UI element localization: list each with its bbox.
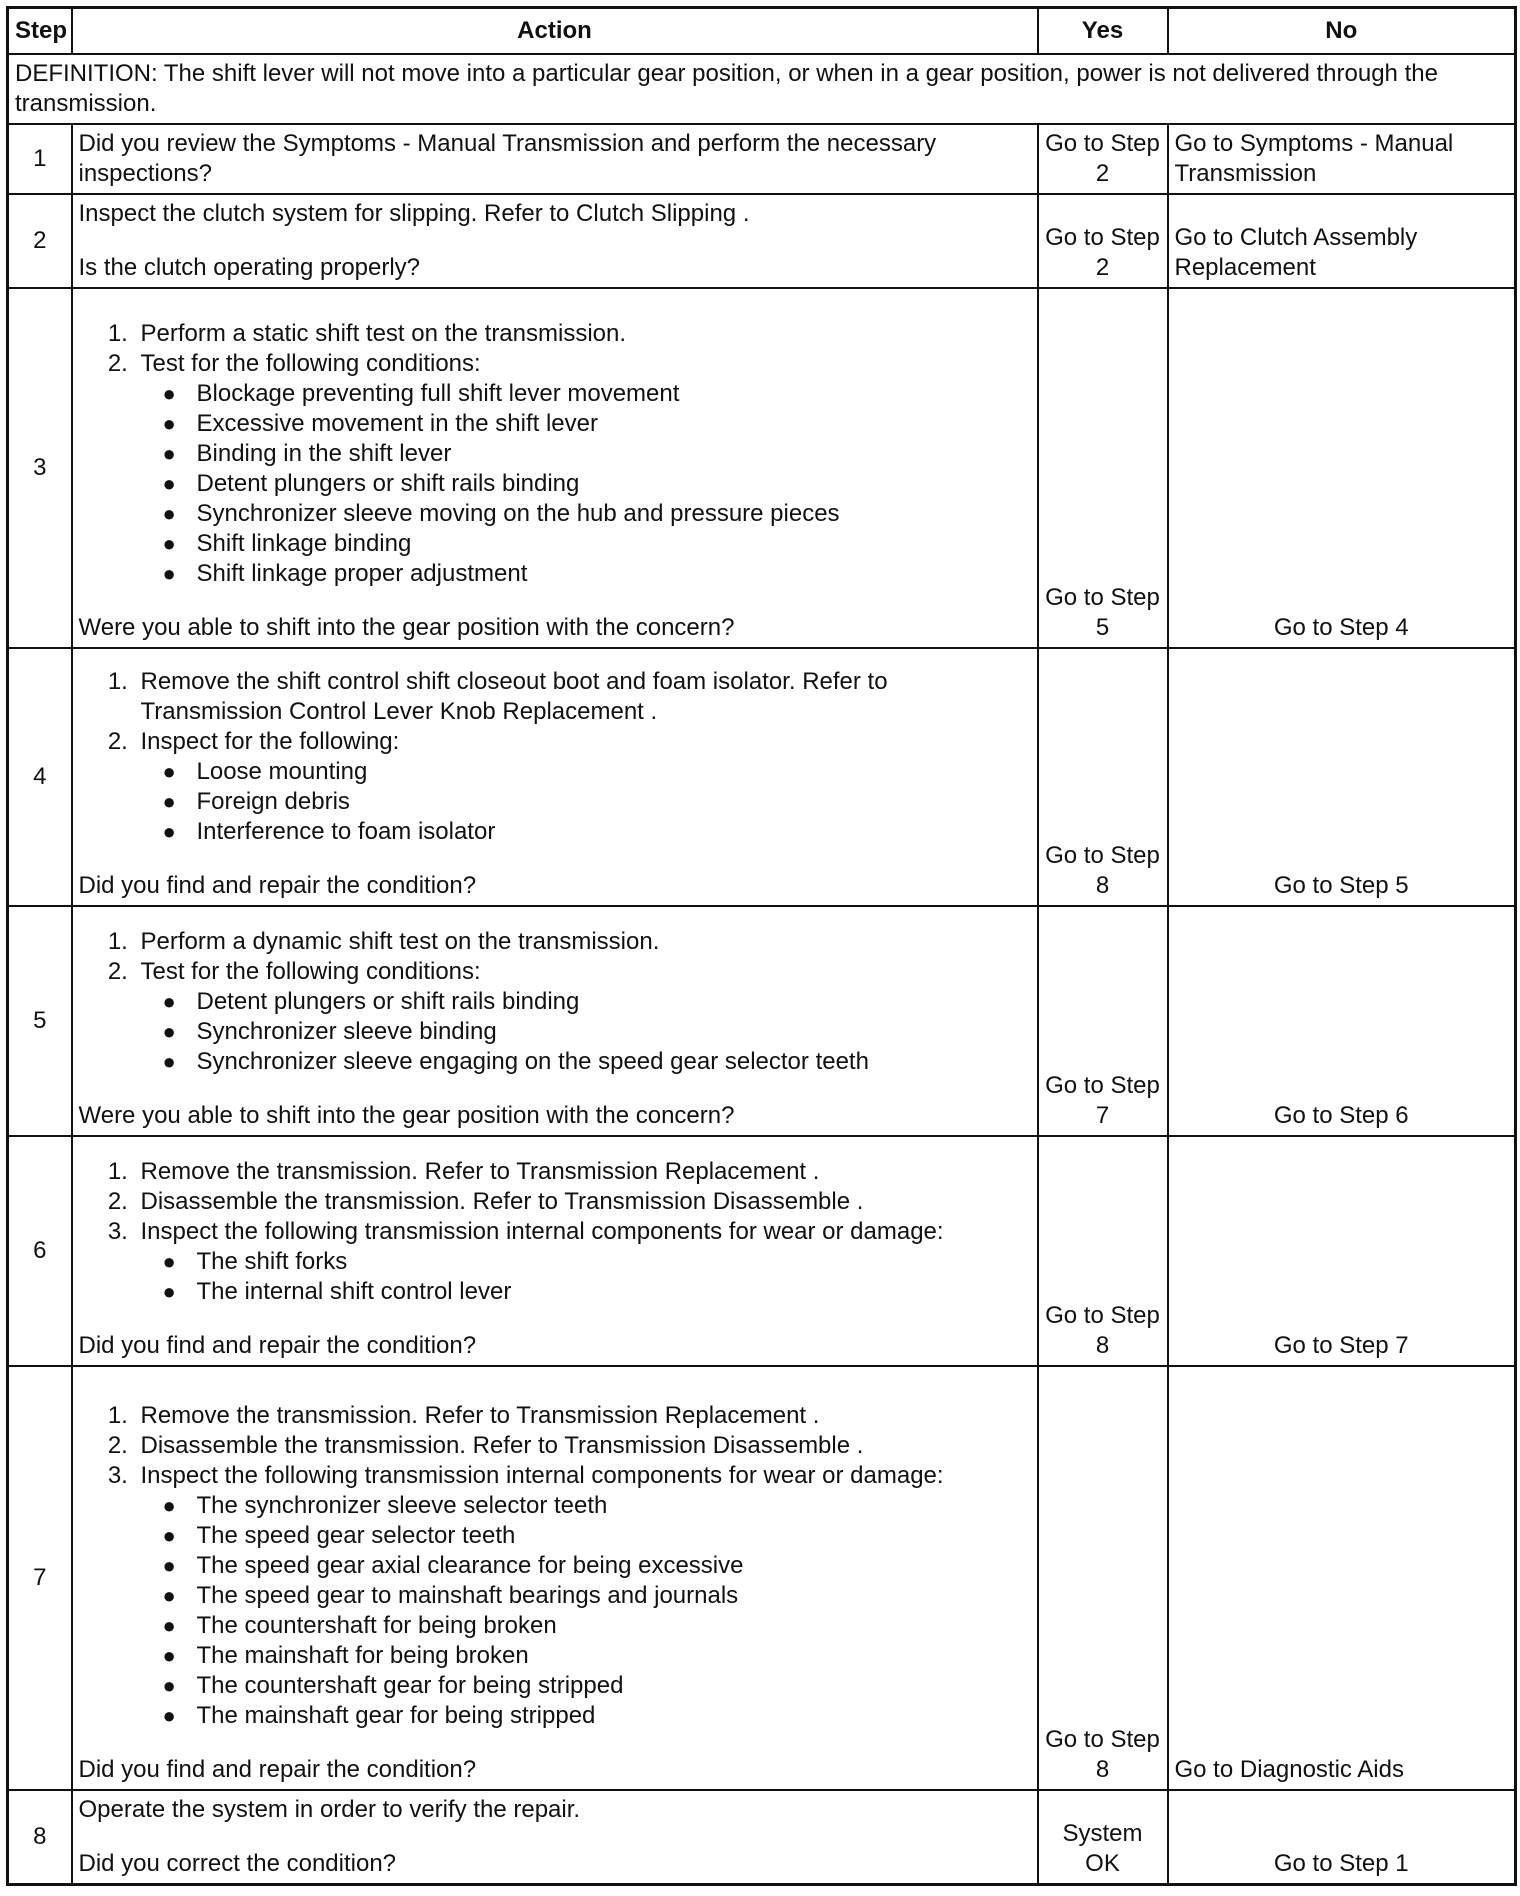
- bullet-list: [141, 987, 1031, 1077]
- action-text: Operate the system in order to verify the repair.: [78, 1796, 581, 1823]
- action-cell: [72, 194, 1038, 288]
- step-number: 5: [8, 906, 72, 1136]
- step-number: 7: [8, 1366, 72, 1790]
- step-number: 2: [8, 194, 72, 288]
- no-cell: Go to Diagnostic Aids: [1168, 1366, 1516, 1790]
- table-row: [8, 194, 1516, 288]
- header-step: Step: [8, 8, 72, 55]
- action-text: Inspect the clutch system for slipping. Refer to Clutch Slipping .: [78, 200, 750, 227]
- no-cell: Go to Step 4: [1168, 288, 1516, 648]
- action-cell: [72, 1366, 1038, 1790]
- bullet-item: ● The mainshaft for being broken: [191, 1641, 1031, 1671]
- yes-cell: Go to Step 5: [1038, 288, 1168, 648]
- step-number: 8: [8, 1790, 72, 1885]
- step-number: 4: [8, 648, 72, 906]
- table-row: [8, 1790, 1516, 1885]
- bullet-item: ● The countershaft gear for being stripped: [191, 1671, 1031, 1701]
- action-question: Is the clutch operating properly?: [78, 254, 421, 281]
- numbered-list: [79, 1401, 1031, 1731]
- no-cell: Go to Step 1: [1168, 1790, 1516, 1885]
- action-cell: [72, 1136, 1038, 1366]
- list-item: 2. Test for the following conditions: ● Detent plungers or shift rails binding ● Synchronizer sleeve binding ● Synchronizer sleeve engaging on the speed gear selector teeth: [135, 957, 1031, 1077]
- table-row: [8, 1366, 1516, 1790]
- numbered-list: [79, 1157, 1031, 1307]
- bullet-item: ● The synchronizer sleeve selector teeth: [191, 1491, 1031, 1521]
- no-cell: Go to Step 6: [1168, 906, 1516, 1136]
- list-item: 2. Disassemble the transmission. Refer to Transmission Disassemble .: [135, 1431, 1031, 1461]
- bullet-item: ● The speed gear to mainshaft bearings and journals: [191, 1581, 1031, 1611]
- bullet-item: ● The internal shift control lever: [191, 1277, 1031, 1307]
- bullet-item: ● Detent plungers or shift rails binding: [191, 987, 1031, 1017]
- list-item: 1. Perform a static shift test on the transmission.: [135, 319, 1031, 349]
- no-cell: Go to Step 5: [1168, 648, 1516, 906]
- yes-cell: Go to Step 8: [1038, 1136, 1168, 1366]
- bullet-item: ● Synchronizer sleeve binding: [191, 1017, 1031, 1047]
- list-item: 3. Inspect the following transmission internal components for wear or damage: ● The shift forks ● The internal shift control lever: [135, 1217, 1031, 1307]
- list-item: 1. Perform a dynamic shift test on the transmission.: [135, 927, 1031, 957]
- definition-row: [8, 54, 1516, 124]
- definition-text: DEFINITION: The shift lever will not move into a particular gear position, or when in a gear position, power is not delivered through the transmission.: [8, 54, 1516, 124]
- bullet-item: ● Excessive movement in the shift lever: [191, 409, 1031, 439]
- bullet-item: ● Loose mounting: [191, 757, 1031, 787]
- bullet-item: ● Detent plungers or shift rails binding: [191, 469, 1031, 499]
- yes-cell: Go to Step 8: [1038, 648, 1168, 906]
- diagnostic-table: [6, 6, 1517, 1886]
- step-number: 3: [8, 288, 72, 648]
- action-cell: [72, 648, 1038, 906]
- list-item: 3. Inspect the following transmission internal components for wear or damage: ● The synchronizer sleeve selector teeth ● The speed gear selector teeth ● The speed gear axial clearance for being excessive ● The speed gear to mainshaft bearings and journals ● The countershaft for being broken ● The mainshaft for being broken ● The countershaft gear for being stripped ● The mainshaft gear for being stripped: [135, 1461, 1031, 1731]
- bullet-list: [141, 757, 1031, 847]
- table-row: [8, 648, 1516, 906]
- yes-cell: Go to Step 7: [1038, 906, 1168, 1136]
- step-number: 6: [8, 1136, 72, 1366]
- action-cell: [72, 1790, 1038, 1885]
- bullet-item: ● Synchronizer sleeve moving on the hub and pressure pieces: [191, 499, 1031, 529]
- bullet-item: ● The speed gear axial clearance for being excessive: [191, 1551, 1031, 1581]
- bullet-item: ● The speed gear selector teeth: [191, 1521, 1031, 1551]
- bullet-list: [141, 1247, 1031, 1307]
- action-question: Did you find and repair the condition?: [78, 1332, 477, 1359]
- bullet-item: ● Interference to foam isolator: [191, 817, 1031, 847]
- action-question: Were you able to shift into the gear position with the concern?: [78, 1102, 735, 1129]
- bullet-list: [141, 379, 1031, 589]
- list-item: 1. Remove the transmission. Refer to Transmission Replacement .: [135, 1401, 1031, 1431]
- bullet-item: ● Shift linkage proper adjustment: [191, 559, 1031, 589]
- bullet-item: ● The shift forks: [191, 1247, 1031, 1277]
- list-item: 2. Inspect for the following: ● Loose mounting ● Foreign debris ● Interference to foam isolator: [135, 727, 1031, 847]
- bullet-item: ● Binding in the shift lever: [191, 439, 1031, 469]
- bullet-list: [141, 1491, 1031, 1731]
- list-item: 2. Test for the following conditions: ● Blockage preventing full shift lever movement ● Excessive movement in the shift lever ● Binding in the shift lever ● Detent plungers or shift rails binding ● Synchronizer sleeve moving on the hub and pressure pieces ● Shift linkage binding ● Shift linkage proper adjustment: [135, 349, 1031, 589]
- header-no: No: [1168, 8, 1516, 55]
- header-action: Action: [72, 8, 1038, 55]
- bullet-item: ● The mainshaft gear for being stripped: [191, 1701, 1031, 1731]
- numbered-list: [79, 319, 1031, 589]
- bullet-item: ● The countershaft for being broken: [191, 1611, 1031, 1641]
- yes-cell: Go to Step 2: [1038, 124, 1168, 194]
- bullet-item: ● Shift linkage binding: [191, 529, 1031, 559]
- bullet-item: ● Foreign debris: [191, 787, 1031, 817]
- action-question: Were you able to shift into the gear position with the concern?: [78, 614, 735, 641]
- table-row: [8, 124, 1516, 194]
- list-item: 1. Remove the shift control shift closeout boot and foam isolator. Refer to Transmission Control Lever Knob Replacement .: [135, 667, 1031, 727]
- numbered-list: [79, 667, 1031, 847]
- yes-cell: Go to Step 8: [1038, 1366, 1168, 1790]
- no-cell: Go to Step 7: [1168, 1136, 1516, 1366]
- no-cell: Go to Clutch Assembly Replacement: [1168, 194, 1516, 288]
- action-text: Did you review the Symptoms - Manual Transmission and perform the necessary inspections?: [78, 130, 937, 187]
- action-cell: [72, 124, 1038, 194]
- list-item: 2. Disassemble the transmission. Refer to Transmission Disassemble .: [135, 1187, 1031, 1217]
- step-number: 1: [8, 124, 72, 194]
- table-row: [8, 1136, 1516, 1366]
- list-item: 1. Remove the transmission. Refer to Transmission Replacement .: [135, 1157, 1031, 1187]
- bullet-item: ● Blockage preventing full shift lever movement: [191, 379, 1031, 409]
- header-yes: Yes: [1038, 8, 1168, 55]
- numbered-list: [79, 927, 1031, 1077]
- header-row: [8, 8, 1516, 55]
- bullet-item: ● Synchronizer sleeve engaging on the speed gear selector teeth: [191, 1047, 1031, 1077]
- yes-cell: System OK: [1038, 1790, 1168, 1885]
- no-cell: Go to Symptoms - Manual Transmission: [1168, 124, 1516, 194]
- table-row: [8, 288, 1516, 648]
- action-question: Did you correct the condition?: [78, 1850, 397, 1877]
- action-question: Did you find and repair the condition?: [78, 1756, 477, 1783]
- table-row: [8, 906, 1516, 1136]
- action-cell: [72, 906, 1038, 1136]
- action-cell: [72, 288, 1038, 648]
- action-question: Did you find and repair the condition?: [78, 872, 477, 899]
- yes-cell: Go to Step 2: [1038, 194, 1168, 288]
